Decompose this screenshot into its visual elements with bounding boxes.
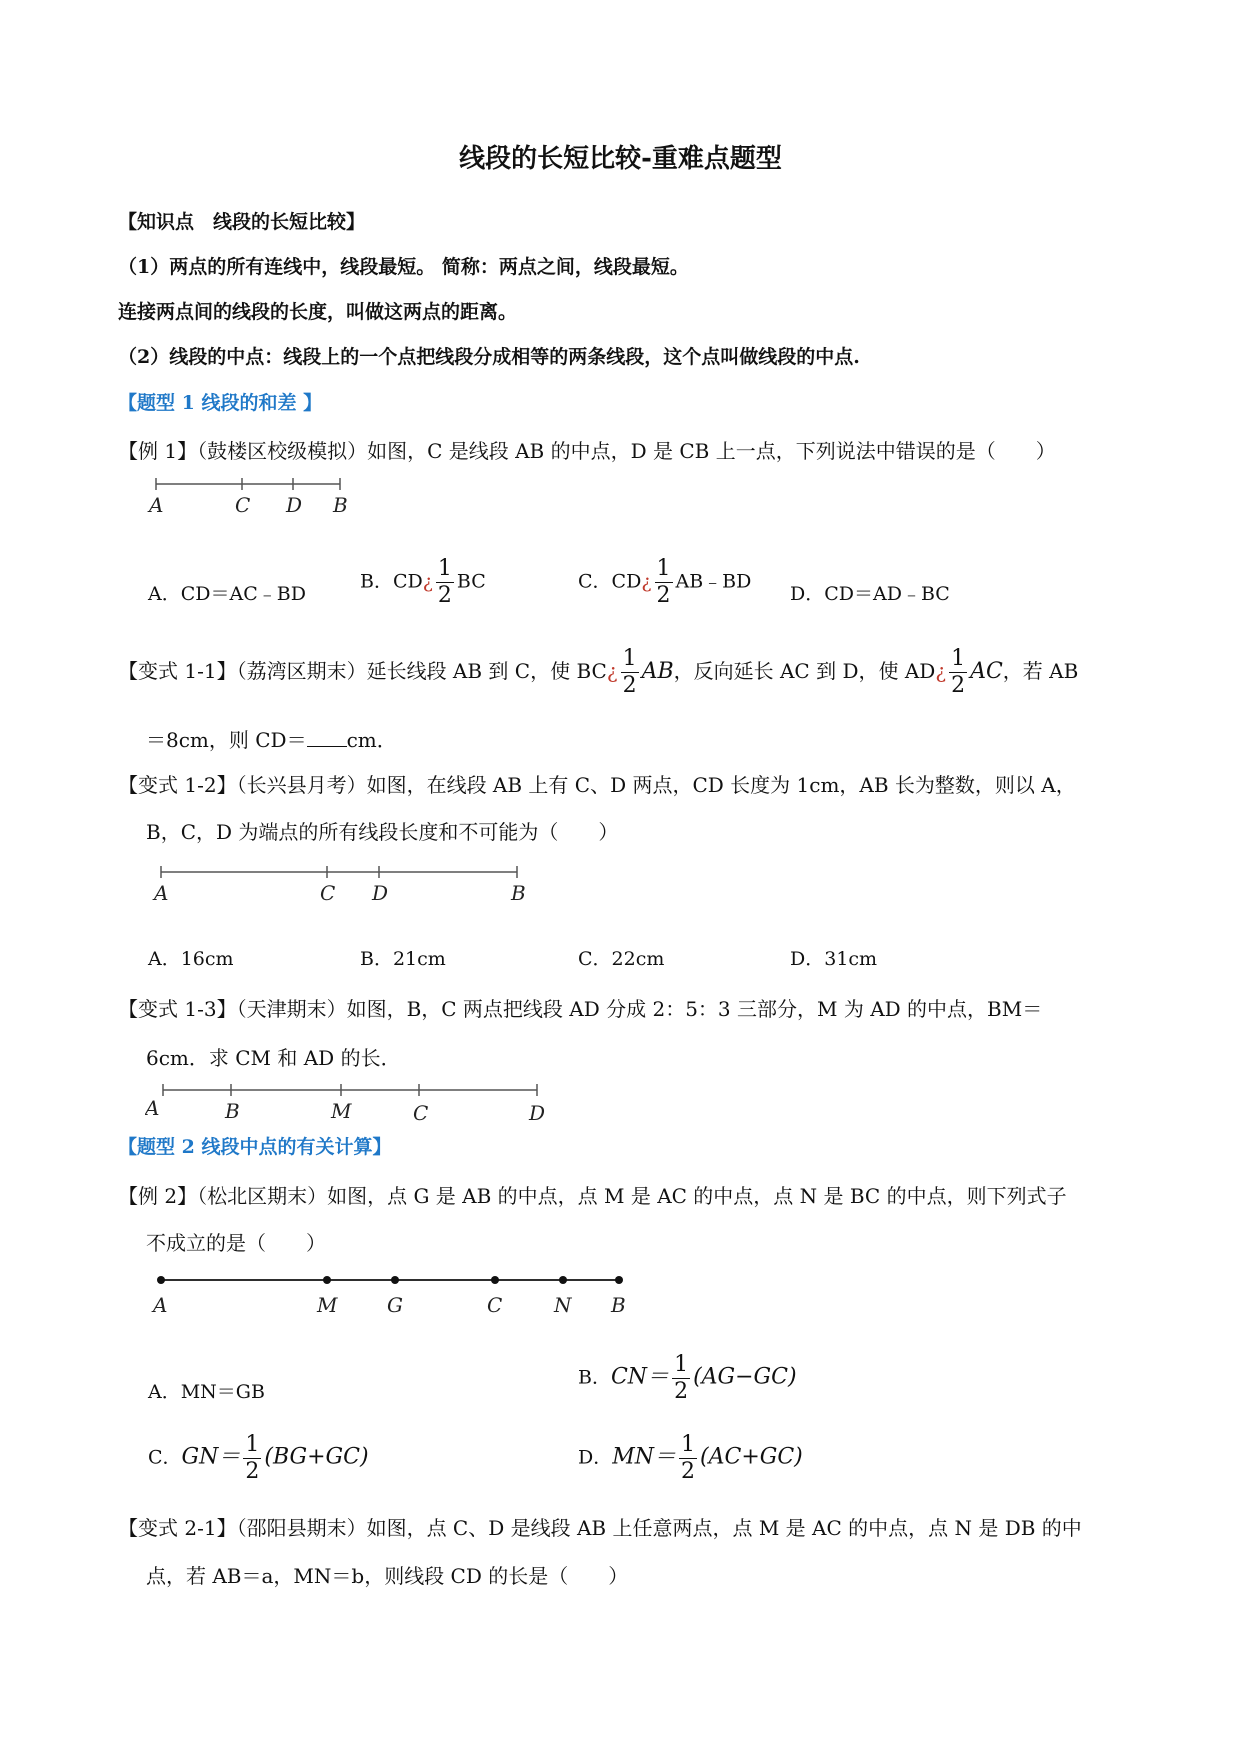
section-heading-type2: 【题型 2 线段中点的有关计算】 xyxy=(118,1136,392,1158)
point-label-n: N xyxy=(554,1293,572,1317)
knowledge-heading: 【知识点 线段的长短比较】 xyxy=(118,211,366,233)
option-c: C．GN＝ $\frac{1}{2}$ (BG+GC) xyxy=(148,1432,369,1484)
point-label-b: B xyxy=(333,493,348,517)
option-d: D．MN＝ $\frac{1}{2}$ (AC+GC) xyxy=(578,1432,803,1484)
point-label-a: A xyxy=(149,493,164,517)
dot-g xyxy=(391,1276,399,1284)
fraction-half: $\frac{1}{2}$ xyxy=(437,556,452,608)
figure-segment-abmcd xyxy=(145,1078,555,1130)
figure-segment-amgcnb xyxy=(145,1268,645,1322)
point-label-a: A xyxy=(153,1293,168,1317)
example-tag: 【例 1】 xyxy=(118,439,198,463)
point-label-c: C xyxy=(487,1293,503,1317)
option-b: B．21cm xyxy=(360,948,446,970)
variant-1-2-line-1: 【变式 1-2】（长兴县月考）如图，在线段 AB 上有 C、D 两点，CD 长度为 1cm，AB 长为整数，则以 A， xyxy=(118,773,1076,797)
variant-1-3-line-1: 【变式 1-3】（天津期末）如图，B，C 两点把线段 AD 分成 2：5：3 三部分，M 为 AD 的中点，BM＝ xyxy=(118,997,1043,1021)
dot-b xyxy=(615,1276,623,1284)
variant-tag: 【变式 2-1】 xyxy=(118,1516,237,1540)
figure-segment-acdb xyxy=(140,470,360,522)
variant-source: （天津期末） xyxy=(236,997,347,1021)
example-tag: 【例 2】 xyxy=(118,1184,198,1208)
example-source: （鼓楼区校级模拟） xyxy=(197,439,368,463)
option-a: A．CD＝AC﹣BD xyxy=(148,583,306,605)
variant-source: （邵阳县期末） xyxy=(236,1516,367,1540)
option-a: A．16cm xyxy=(148,948,234,970)
page-title: 线段的长短比较-重难点题型 xyxy=(459,144,782,174)
mojibake-glyph: ¿ xyxy=(935,659,947,683)
point-label-m: M xyxy=(317,1293,338,1317)
option-b: B．CN＝ $\frac{1}{2}$ (AG−GC) xyxy=(578,1352,797,1404)
variant-source: （荔湾区期末） xyxy=(236,659,367,683)
option-d: D．31cm xyxy=(790,948,878,970)
example-2-line-2: 不成立的是（ ） xyxy=(146,1231,326,1255)
option-a: A．MN＝GB xyxy=(148,1381,265,1403)
mojibake-glyph: ¿ xyxy=(422,570,433,593)
point-label-c: C xyxy=(320,881,336,905)
dot-c xyxy=(491,1276,499,1284)
point-label-b: B xyxy=(611,1293,626,1317)
dot-n xyxy=(559,1276,567,1284)
point-label-d: D xyxy=(372,881,389,905)
fraction-half: $\frac{1}{2}$ xyxy=(656,556,671,608)
option-c: C．CD¿ $\frac{1}{2}$ AB﹣BD xyxy=(578,556,752,608)
variant-tag: 【变式 1-2】 xyxy=(118,773,237,797)
point-label-a: A xyxy=(154,881,169,905)
fraction-half: $\frac{1}{2}$ xyxy=(245,1432,260,1484)
example-source: （松北区期末） xyxy=(197,1184,328,1208)
option-c: C．22cm xyxy=(578,948,665,970)
variant-source: （长兴县月考） xyxy=(236,773,367,797)
knowledge-point-2: （2）线段的中点：线段上的一个点把线段分成相等的两条线段，这个点叫做线段的中点. xyxy=(118,346,860,368)
variant-1-1-line-1: 【变式 1-1】（荔湾区期末）延长线段 AB 到 C，使 BC¿ $\frac{1}{2}$ AB，反向延长 AC 到 D，使 AD¿ $\frac{1}{2}$ AC，若 AB xyxy=(118,646,1079,698)
point-label-d: D xyxy=(529,1101,546,1125)
variant-1-1-line-2: ＝8cm，则 CD＝ cm． xyxy=(146,728,397,752)
section-heading-type1: 【题型 1 线段的和差 】 xyxy=(118,392,323,414)
variant-1-3-line-2: 6cm．求 CM 和 AD 的长． xyxy=(146,1046,401,1070)
variant-2-1-line-1: 【变式 2-1】（邵阳县期末）如图，点 C、D 是线段 AB 上任意两点，点 M 是 AC 的中点，点 N 是 DB 的中 xyxy=(118,1516,1082,1540)
fraction-half: $\frac{1}{2}$ xyxy=(681,1432,696,1484)
point-label-b: B xyxy=(511,881,526,905)
point-label-c: C xyxy=(413,1101,429,1125)
variant-tag: 【变式 1-1】 xyxy=(118,659,237,683)
variant-2-1-line-2: 点，若 AB＝a，MN＝b，则线段 CD 的长是（ ） xyxy=(146,1564,629,1588)
point-label-b: B xyxy=(225,1099,240,1123)
variant-tag: 【变式 1-3】 xyxy=(118,997,237,1021)
variant-1-2-line-2: B，C，D 为端点的所有线段长度和不可能为（ ） xyxy=(146,820,619,844)
answer-blank[interactable] xyxy=(307,746,347,747)
knowledge-point-1: （1）两点的所有连线中，线段最短。 简称：两点之间，线段最短。 xyxy=(118,256,689,278)
point-label-c: C xyxy=(235,493,251,517)
point-label-d: D xyxy=(286,493,303,517)
dot-m xyxy=(323,1276,331,1284)
example-text: 如图，C 是线段 AB 的中点，D 是 CB 上一点，下列说法中错误的是（ ） xyxy=(367,439,1056,463)
point-label-m: M xyxy=(331,1099,352,1123)
mojibake-glyph: ¿ xyxy=(641,570,652,593)
example-1-stem xyxy=(118,435,1056,464)
point-label-a: A xyxy=(145,1096,160,1120)
mojibake-glyph: ¿ xyxy=(606,659,618,683)
fraction-half: $\frac{1}{2}$ xyxy=(674,1352,689,1404)
fraction-half: $\frac{1}{2}$ xyxy=(622,646,637,698)
option-d: D．CD＝AD﹣BC xyxy=(790,583,950,605)
point-label-g: G xyxy=(387,1293,403,1317)
option-b: B．CD¿ $\frac{1}{2}$ BC xyxy=(360,556,486,608)
fraction-half: $\frac{1}{2}$ xyxy=(951,646,966,698)
figure-segment-acdb-2 xyxy=(145,860,535,912)
knowledge-distance-def: 连接两点间的线段的长度，叫做这两点的距离。 xyxy=(118,301,518,323)
example-2-line-1: 【例 2】（松北区期末）如图，点 G 是 AB 的中点，点 M 是 AC 的中点，点 N 是 BC 的中点，则下列式子 xyxy=(118,1184,1067,1208)
dot-a xyxy=(157,1276,165,1284)
